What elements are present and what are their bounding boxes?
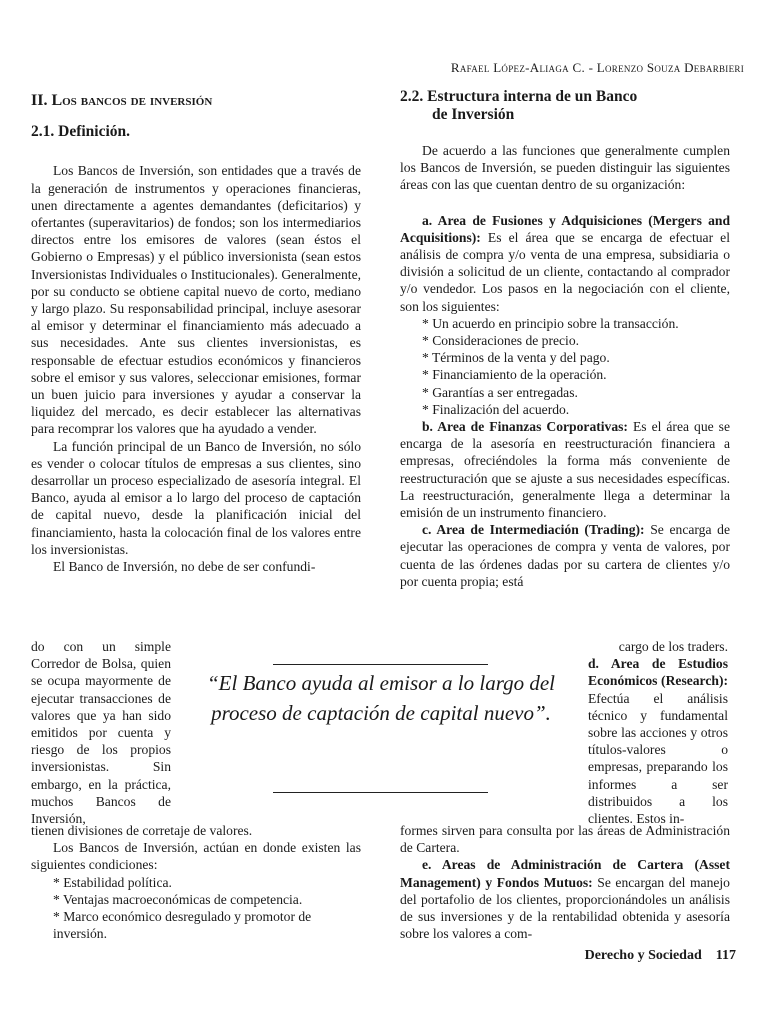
list-item: * Finalización del acuerdo. [422, 401, 570, 417]
area-c-text: Se encarga de ejecutar las operaciones de compra y venta de valores, por cuenta de las órdenes dadas por su cartera de clientes y/o por cuenta propia; está [400, 522, 730, 589]
journal-name: Derecho y Sociedad [584, 948, 702, 963]
areas-wrap-text [588, 638, 728, 827]
paragraph-broker-wrap: do con un simple Corredor de Bolsa, quien se ocupa mayormente de ejecutar transacciones de valores que ya han sido emitidos por cuenta y riesgo de los propios inversionistas. Sin embargo, en la práctica, muchos Bancos de Inversión, [31, 639, 171, 827]
area-b-paragraph [400, 418, 730, 521]
broker-wrap-text [31, 638, 171, 827]
negotiation-steps-list [400, 315, 730, 418]
conditions-list [31, 874, 361, 943]
area-c-paragraph [400, 521, 730, 590]
left-column-bottom [31, 822, 361, 942]
pullquote-bottom-rule [273, 792, 488, 793]
paragraph-broker-end: tienen divisiones de corretaje de valores. [31, 823, 253, 838]
list-item: * Estabilidad política. [53, 874, 172, 890]
pullquote-top-rule [273, 664, 488, 665]
pull-quote: “El Banco ayuda al emisor a lo largo del proceso de captación de capital nuevo”. [206, 671, 556, 725]
paragraph-conditions-intro: Los Bancos de Inversión, actúan en donde existen las siguientes condiciones: [31, 840, 361, 873]
structure-heading-line1: 2.2. Estructura interna de un Banco [400, 88, 638, 105]
area-b-label: b. Area de Finanzas Corporativas: [422, 419, 628, 435]
list-item: * Garantías a ser entregadas. [422, 384, 578, 400]
area-e-label: e. Areas de Administración de Cartera (Asset Management) y Fondos Mutuos: [400, 857, 730, 890]
right-column [400, 88, 730, 590]
list-item: * Términos de la venta y del pago. [422, 350, 610, 366]
structure-heading-line2: de Inversión [432, 106, 515, 123]
section-number: II. [31, 92, 48, 109]
area-a-paragraph [400, 212, 730, 315]
section-title: Los bancos de inversión [51, 92, 213, 109]
area-e-text: Se encargan del manejo del portafolio de los clientes, proporcionándoles un análisis de sus inversiones y de la rentabilidad obtenida y asesoría sobre los valores a com- [400, 874, 730, 942]
area-d-label: d. Area de Estudios Económicos (Research): [588, 656, 728, 689]
paragraph-definition: Los Bancos de Inversión, son entidades que a través de la generación de instrumentos y operaciones financieras, unen directamente a agentes demandantes (deficitarios) y ofertantes (superavitarios) de fondos; son los intermediarios directos entre los emisores de valores (sean éstos el Gobierno o Empresas) y el público inversionista (sean estos Inversionistas Individuales o Institucionales). Generalmente, por su conducto se obtiene capital nuevo de corto, mediano y largo plazo. Su responsabilidad principal, incluye asesorar al emisor y determinar el financiamiento más adecuado a sus necesidades. Ante sus clientes inversionistas, es responsable de efectuar estudios económicos y financieros sobre el emisor y sus valores, seleccionar emisiones, formar un buen juicio para inversiones y ayudar a conservar la liquidez del mercado, es decir establecer las alternativas para recomprar los valores que ha ayudado a vender. [31, 163, 361, 437]
area-e-paragraph [400, 856, 730, 942]
area-d-paragraph [588, 655, 728, 827]
paragraph-broker-start: El Banco de Inversión, no debe de ser confundi- [53, 559, 316, 575]
page-footer [585, 948, 736, 964]
subsection-heading: 2.1. Definición. [31, 123, 131, 141]
area-a-label: a. Area de Fusiones y Adquisiciones (Mergers and Acquisitions): [400, 212, 730, 245]
right-column-bottom [400, 822, 730, 942]
area-d-end: formes sirven para consulta por las áreas de Administración de Cartera. [400, 823, 730, 856]
paragraph-main-function: La función principal de un Banco de Inversión, no sólo es vender o colocar títulos de empresas a sus clientes, sino desarrollar un proceso especializado de asesoría integral. El Banco, ayuda al emisor a lo largo del proceso de captación de capital nuevo, desde la planificación inicial del financiamiento, hasta la colocación final de los valores entre los inversionistas. [31, 438, 361, 557]
area-b-text: Es el área que se encarga de la asesoría en reestructuración financiera a empresas, ofreciéndoles la forma más conveniente de reestructuración que se ajuste a sus necesidades específicas. La reestructuración, generalmente llega a determinar la emisión de un instrumento financiero. [400, 419, 730, 521]
page-number: 117 [715, 948, 736, 963]
list-item: * Un acuerdo en principio sobre la transacción. [422, 315, 679, 331]
area-d-text: Efectúa el análisis técnico y fundamental sobre las acciones y otros títulos-valores o empresas, preparando los informes a ser distribuidos a los clientes. Estos in- [588, 690, 728, 827]
running-header: Rafael López-Aliaga C. - Lorenzo Souza Debarbieri [450, 60, 744, 75]
left-column [31, 88, 361, 575]
list-item: * Consideraciones de precio. [422, 333, 580, 349]
paragraph-structure-intro: De acuerdo a las funciones que generalmente cumplen los Bancos de Inversión, se pueden distinguir las siguientes áreas con las que cuentan dentro de su organización: [400, 143, 730, 193]
list-item: * Financiamiento de la operación. [422, 367, 607, 383]
area-a-text: Es el área que se encarga de efectuar el análisis de compra y/o venta de una empresa, subsidiaria o división a solicitud de un cliente, contactando al comprador y/o vendedor. Los pasos en la negociación con el cliente, son los siguientes: [400, 229, 730, 314]
area-c-label: c. Area de Intermediación (Trading): [422, 522, 645, 538]
structure-heading [400, 88, 730, 124]
list-item: * Ventajas macroeconómicas de competencia. [53, 891, 303, 907]
section-heading [31, 92, 361, 109]
list-item: * Marco económico desregulado y promotor de inversión. [53, 909, 312, 942]
area-c-wrap: cargo de los traders. [618, 639, 728, 654]
